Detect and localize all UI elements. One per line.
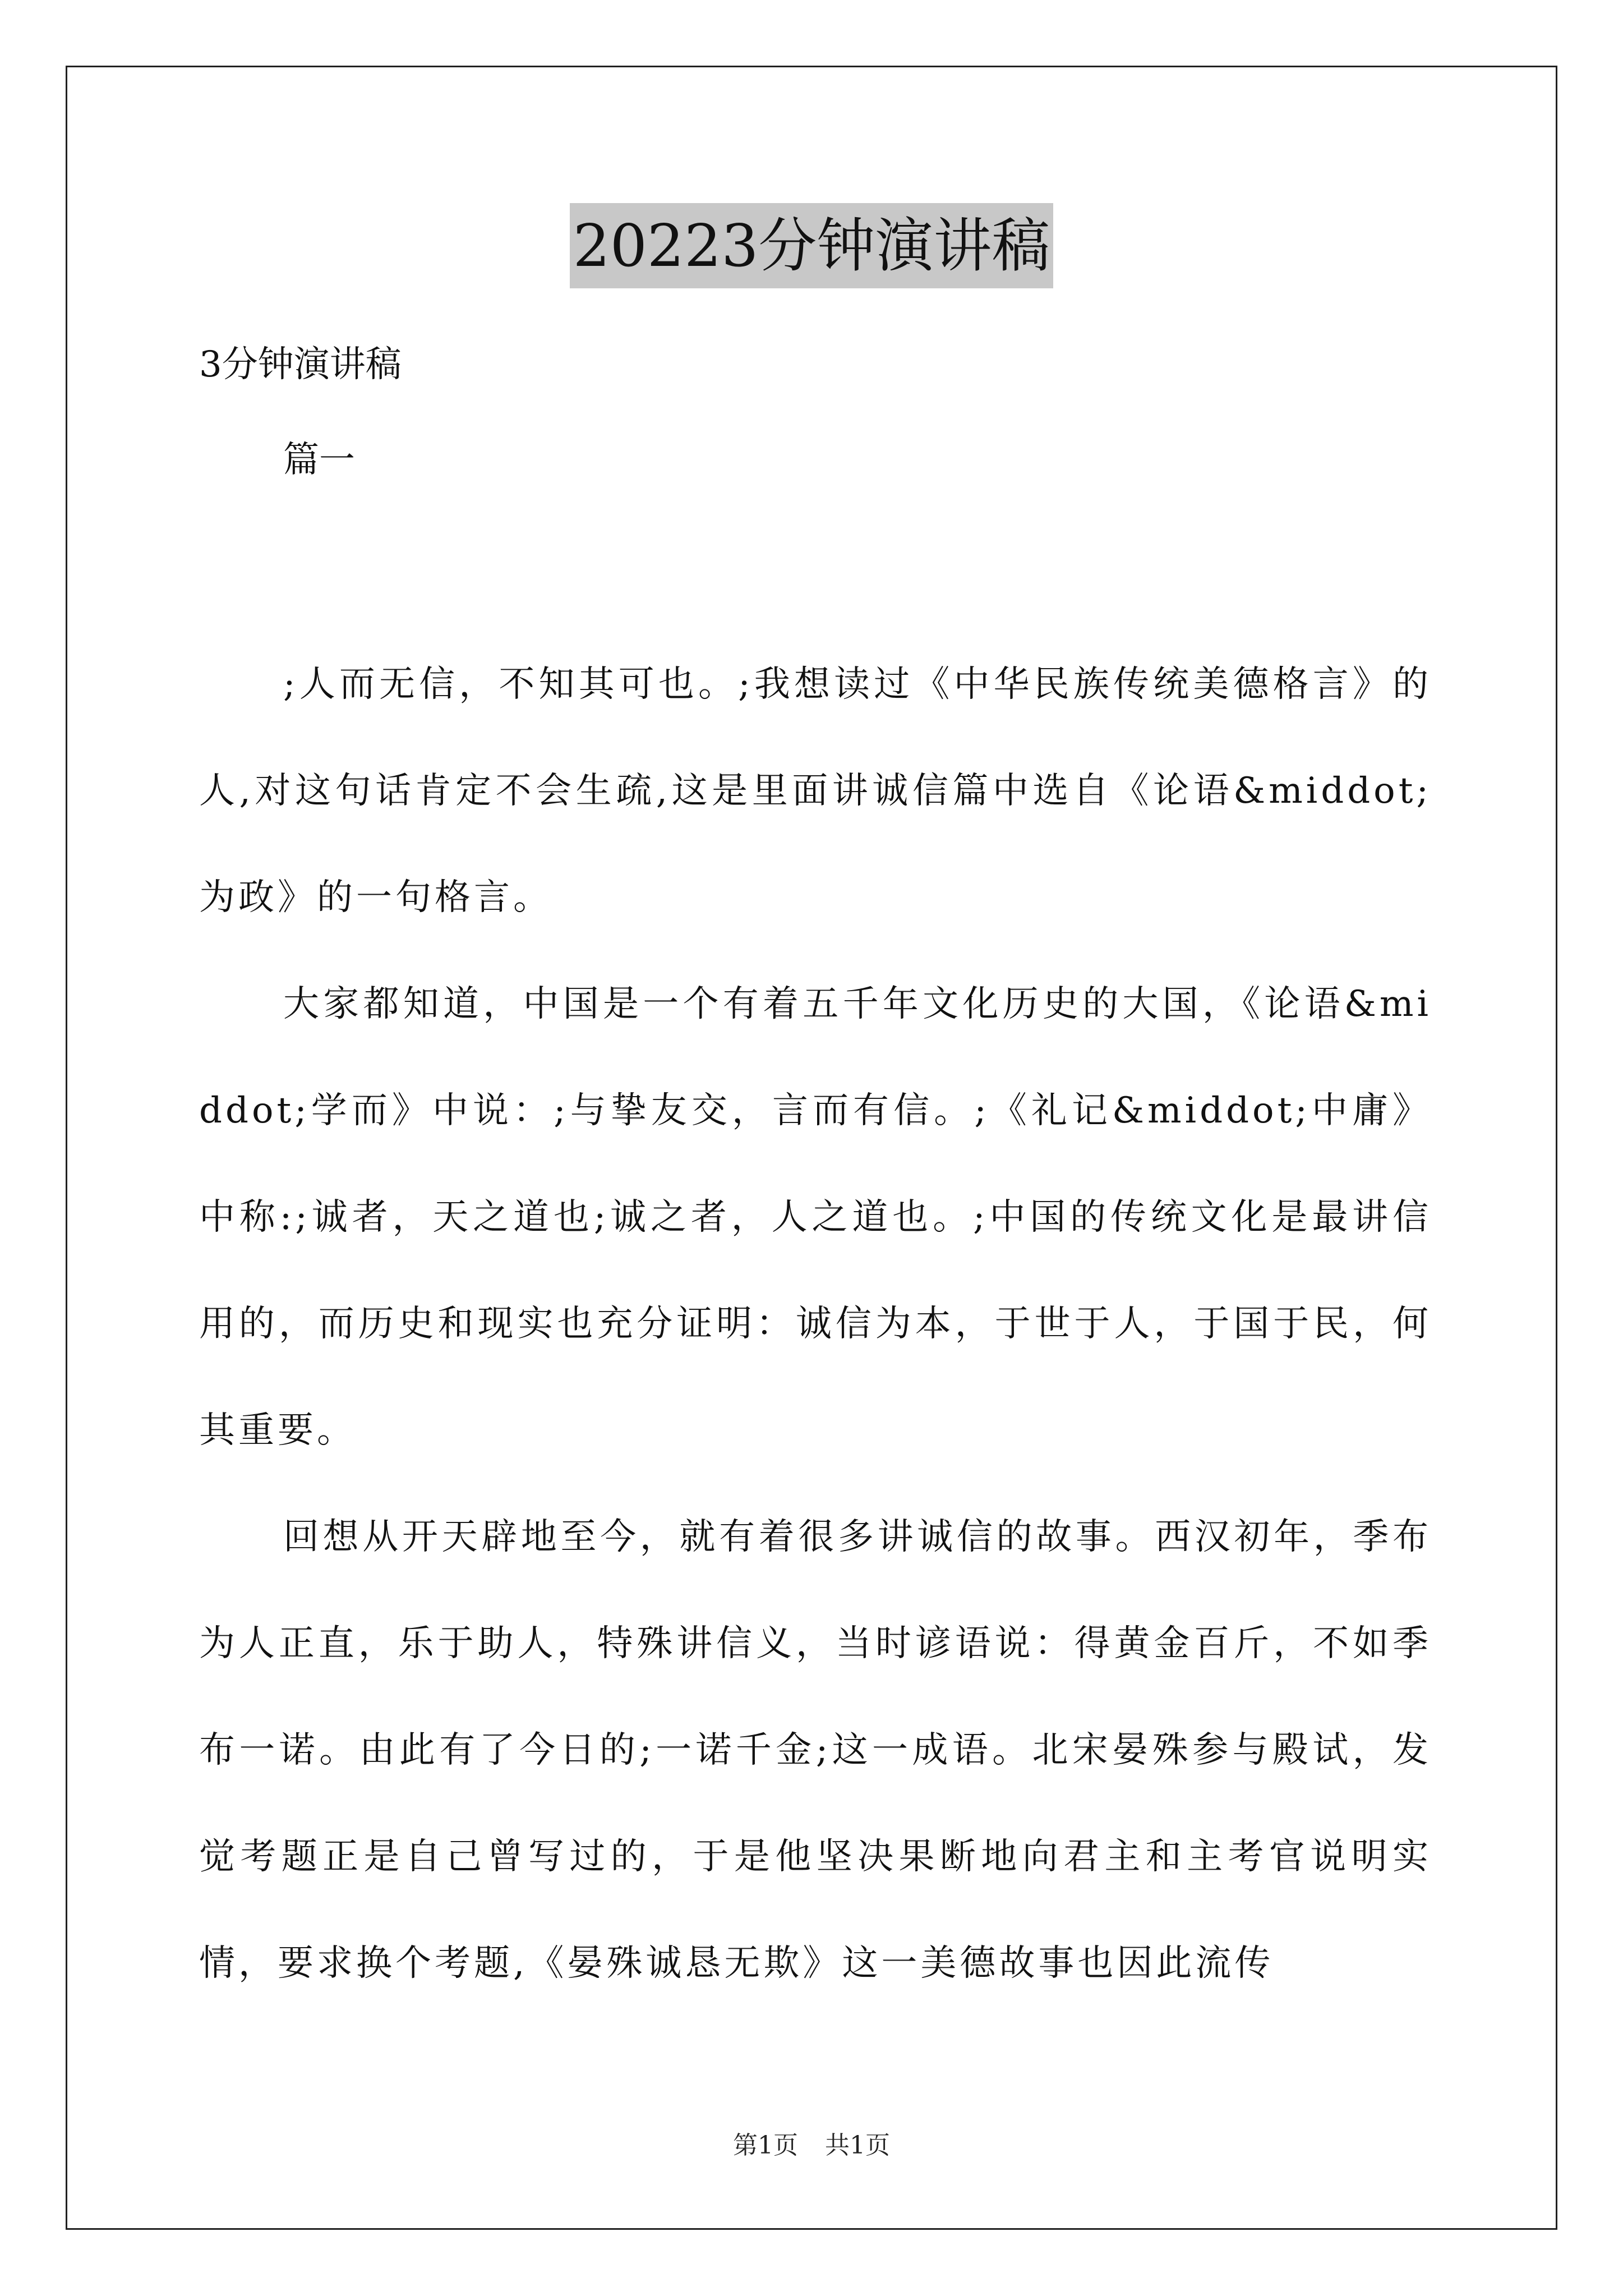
paragraph: 大家都知道，中国是一个有着五千年文化历史的大国，《论语&middot;学而》中说：;与挚友交，言而有信。;《礼记&middot;中庸》中称:;诚者，天之道也;诚之者，人之道也。;中国的传统文化是最讲信用的，而历史和现实也充分证明：诚信为本，于世于人，于国于民，何其重要。 <box>199 983 1432 1451</box>
title-wrap <box>0 203 1623 288</box>
page-footer <box>0 2129 1623 2162</box>
document-body <box>199 339 1432 2017</box>
page-total: 共1页 <box>825 2131 890 2160</box>
paragraph: 回想从开天辟地至今，就有着很多讲诚信的故事。西汉初年，季布为人正直，乐于助人，特殊讲信义，当时谚语说：得黄金百斤，不如季布一诺。由此有了今日的;一诺千金;这一成语。北宋晏殊参与殿试，发觉考题正是自己曾写过的，于是他坚决果断地向君主和主考官说明实情，要求换个考题,《晏殊诚恳无欺》这一美德故事也因此流传 <box>199 1516 1432 1984</box>
section-label: 篇一 <box>283 439 355 481</box>
paragraph: ;人而无信，不知其可也。;我想读过《中华民族传统美德格言》的人,对这句话肯定不会生疏,这是里面讲诚信篇中选自《论语&middot;为政》的一句格言。 <box>199 664 1432 918</box>
document-subtitle: 3分钟演讲稿 <box>199 344 402 385</box>
document-title: 20223分钟演讲稿 <box>570 203 1054 288</box>
paragraph-list <box>199 631 1432 2017</box>
page-number: 第1页 <box>733 2131 798 2160</box>
